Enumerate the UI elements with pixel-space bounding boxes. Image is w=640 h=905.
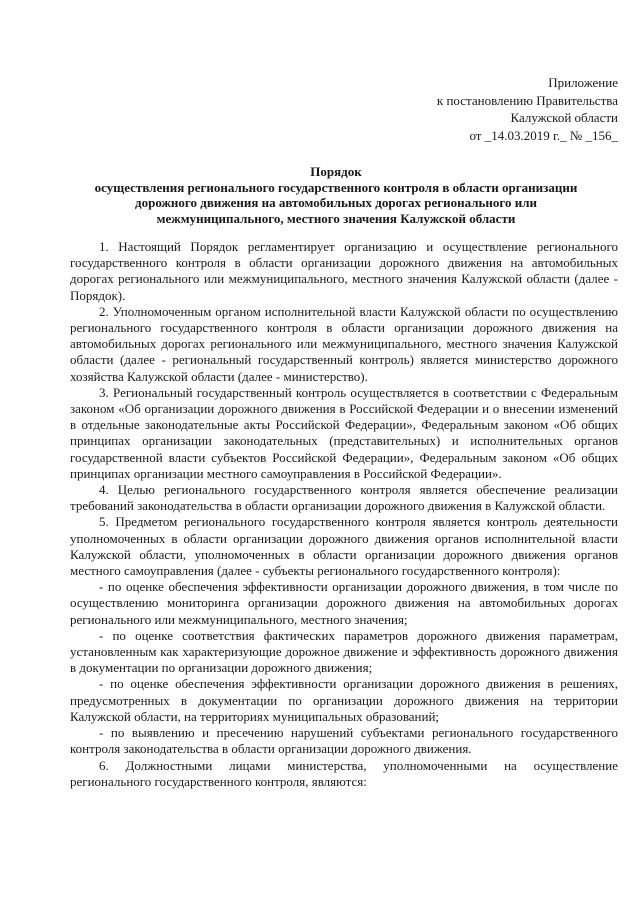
appendix-resolution: к постановлению Правительства [436, 92, 618, 108]
appendix-label: Приложение [548, 75, 618, 90]
appendix-region: Калужской области [510, 110, 618, 125]
title-line-4: межмуниципального, местного значения Калужской области [156, 210, 516, 226]
title-line-1: Порядок [310, 164, 362, 179]
paragraph-2: 2. Уполномоченным органом исполнительной власти Калужской области по осуществлению регионального государственного контроля в области организации дорожного движения на автомобильных дорогах регионального или межмуниципального, местного значения Калужской области (далее - региональный государственный контроль) является министерство дорожного хозяйства Калужской области (далее - министерство). [70, 303, 618, 384]
list-item: - по оценке обеспечения эффективности организации дорожного движения в решениях, предусмотренных в документации по организации дорожного движения на территории Калужской области, на территориях муниципальных образований; [70, 676, 618, 724]
paragraph-1: 1. Настоящий Порядок регламентирует организацию и осуществление регионального государственного контроля в области организации дорожного движения на автомобильных дорогах регионального или межмуниципального, местного значения Калужской области (далее - Порядок). [70, 239, 618, 303]
paragraph-6: 6. Должностными лицами министерства, уполномоченными на осуществление регионального государственного контроля, являются: [70, 757, 618, 789]
appendix-date-number: от _14.03.2019 г._ № _156_ [469, 127, 618, 143]
appendix-header [437, 74, 618, 144]
title-line-2: осуществления регионального государственного контроля в области организации [94, 179, 578, 195]
paragraph-4: 4. Целью регионального государственного контроля является обеспечение реализации требований законодательства в области организации дорожного движения в Калужской области. [70, 482, 618, 514]
title-line-3: дорожного движения на автомобильных дорогах регионального или [135, 195, 537, 210]
paragraph-5: 5. Предметом регионального государственного контроля является контроль деятельности уполномоченных в области организации дорожного движения органов исполнительной власти Калужской области, уполномоченных в области организации дорожного движения органов местного самоуправления (далее - субъекты регионального государственного контроля): [70, 514, 618, 579]
document-title [60, 164, 612, 226]
paragraph-3: 3. Региональный государственный контроль осуществляется в соответствии с Федеральным законом «Об организации дорожного движения в Российской Федерации и о внесении изменений в отдельные законодательные акты Российской Федерации», Федеральным законом «Об общих принципах организации законодательных (представительных) и исполнительных органов государственной власти субъектов Российской Федерации», Федеральным законом «Об общих принципах организации местного самоуправления в Российской Федерации». [70, 384, 618, 481]
list-item: - по оценке соответствия фактических параметров дорожного движения параметрам, установленным как характеризующие дорожное движение и эффективность дорожного движения в документации по организации дорожного движения; [70, 627, 618, 676]
list-item: - по выявлению и пресечению нарушений субъектами регионального государственного контроля законодательства в области организации дорожного движения. [70, 725, 618, 757]
list-item: - по оценке обеспечения эффективности организации дорожного движения, в том числе по осуществлению мониторинга организации дорожного движения на автомобильных дорогах регионального или межмуниципального, местного значения; [70, 579, 618, 627]
document-body [70, 239, 618, 790]
